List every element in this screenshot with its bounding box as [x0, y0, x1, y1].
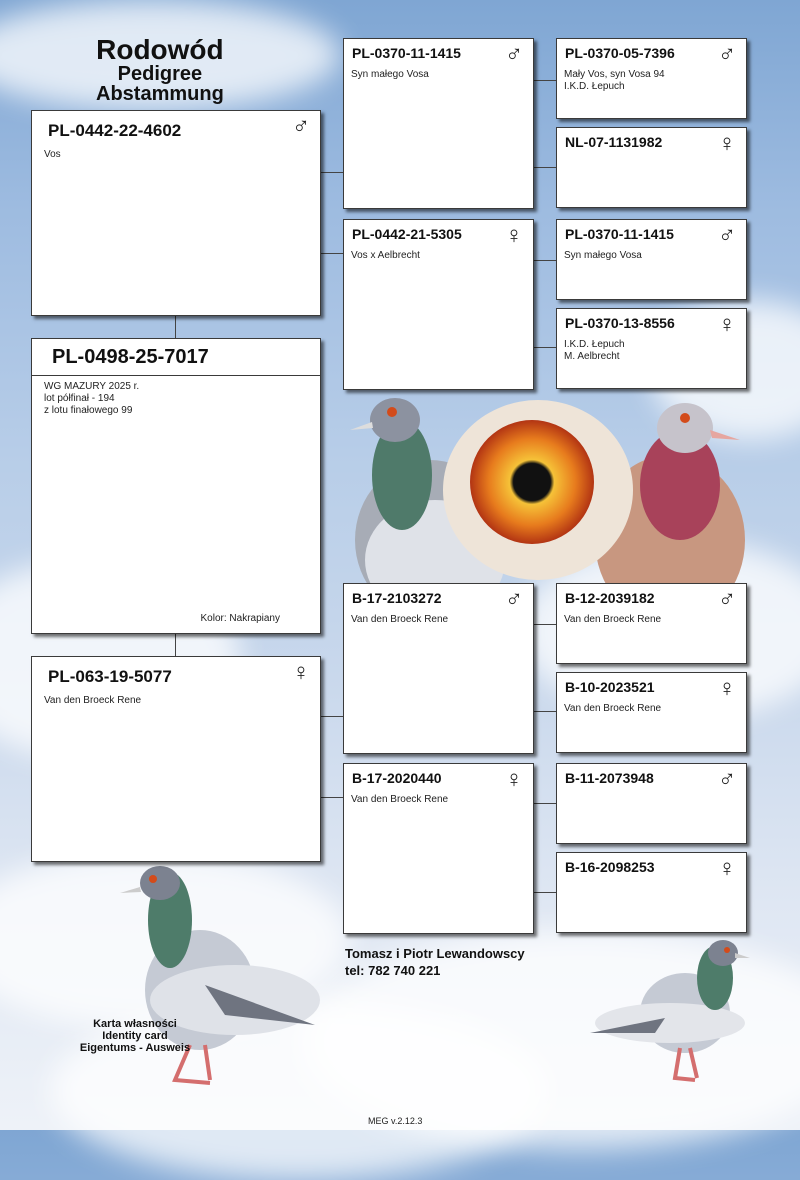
main-bird-info-line: WG MAZURY 2025 r. [44, 381, 140, 392]
sds-card[interactable] [556, 219, 747, 300]
connector-line [534, 892, 556, 893]
main-bird-ring-number: PL-0498-25-7017 [52, 346, 209, 368]
sire-note: Vos [44, 149, 61, 160]
title-line-2: Pedigree [117, 63, 203, 85]
dsd-info-line: Van den Broeck Rene [564, 703, 662, 714]
connector-line [534, 260, 556, 261]
sss-info [564, 69, 665, 93]
dam-sire-note: Van den Broeck Rene [351, 614, 449, 625]
pedigree-title [96, 36, 224, 104]
dds-card[interactable] [556, 763, 747, 844]
sss-ring-number: PL-0370-05-7396 [565, 45, 675, 61]
sire-sire-note: Syn małego Vosa [351, 69, 429, 80]
dam-ring-number: PL-063-19-5077 [48, 667, 172, 686]
card-line-1: Karta własności [93, 1018, 177, 1030]
connector-line [534, 80, 556, 81]
female-icon: ♀ [292, 659, 310, 686]
pigeon-illustration-right [585, 938, 755, 1088]
main-bird-color: Kolor: Nakrapiany [200, 613, 280, 624]
male-icon: ♂ [718, 41, 736, 68]
dam-dam-card[interactable] [343, 763, 534, 934]
card-line-2: Identity card [102, 1030, 168, 1042]
dsd-ring-number: B-10-2023521 [565, 679, 655, 695]
ssd-ring-number: NL-07-1131982 [565, 134, 663, 150]
male-icon: ♂ [718, 766, 736, 793]
connector-line [321, 716, 343, 717]
sire-dam-note: Vos x Aelbrecht [351, 250, 420, 261]
female-icon: ♀ [505, 766, 523, 793]
sdd-ring-number: PL-0370-13-8556 [565, 315, 675, 331]
main-bird-info [44, 381, 139, 417]
sire-dam-card[interactable] [343, 219, 534, 390]
identity-card-label [60, 1018, 210, 1054]
owner-info [345, 945, 525, 979]
sdd-info [564, 339, 625, 363]
male-icon: ♂ [505, 586, 523, 613]
ssd-card[interactable] [556, 127, 747, 208]
female-icon: ♀ [718, 855, 736, 882]
owner-phone: tel: 782 740 221 [345, 963, 441, 978]
sss-info-line: I.K.D. Łepuch [564, 81, 625, 92]
sire-ring-number: PL-0442-22-4602 [48, 121, 182, 140]
dss-info-line: Van den Broeck Rene [564, 614, 662, 625]
female-icon: ♀ [505, 222, 523, 249]
connector-line [175, 634, 176, 656]
sire-card[interactable] [31, 110, 321, 316]
dam-dam-ring-number: B-17-2020440 [352, 770, 442, 786]
male-icon: ♂ [292, 113, 310, 140]
connector-line [321, 172, 343, 173]
male-icon: ♂ [718, 222, 736, 249]
male-icon: ♂ [505, 41, 523, 68]
card-line-3: Eigentums - Ausweis [79, 1042, 191, 1054]
sdd-info-line: I.K.D. Łepuch [564, 339, 625, 350]
dam-sire-card[interactable] [343, 583, 534, 754]
title-line-1: Rodowód [96, 34, 224, 65]
female-icon: ♀ [718, 675, 736, 702]
female-icon: ♀ [718, 130, 736, 157]
title-line-3: Abstammung [96, 83, 224, 105]
sire-sire-card[interactable] [343, 38, 534, 209]
sss-info-line: Mały Vos, syn Vosa 94 [564, 69, 665, 80]
ddd-ring-number: B-16-2098253 [565, 859, 655, 875]
male-icon: ♂ [718, 586, 736, 613]
sds-ring-number: PL-0370-11-1415 [565, 226, 674, 242]
connector-line [321, 253, 343, 254]
sire-sire-ring-number: PL-0370-11-1415 [352, 45, 461, 61]
dss-info [564, 614, 661, 626]
sdd-card[interactable] [556, 308, 747, 389]
pigeon-illustration-left [115, 865, 325, 1095]
connector-line [534, 803, 556, 804]
dam-note: Van den Broeck Rene [44, 695, 142, 706]
dss-ring-number: B-12-2039182 [565, 590, 655, 606]
dds-ring-number: B-11-2073948 [565, 770, 654, 786]
main-bird-info-line: z lotu finałowego 99 [44, 405, 133, 416]
connector-line [175, 316, 176, 338]
main-bird-info-line: lot półfinał - 194 [44, 393, 115, 404]
version-label: MEG v.2.12.3 [368, 1116, 423, 1126]
owner-name: Tomasz i Piotr Lewandowscy [345, 946, 525, 961]
dsd-info [564, 703, 661, 715]
dss-card[interactable] [556, 583, 747, 664]
dsd-card[interactable] [556, 672, 747, 753]
dam-card[interactable] [31, 656, 321, 862]
connector-line [534, 167, 556, 168]
sss-card[interactable] [556, 38, 747, 119]
dam-sire-ring-number: B-17-2103272 [352, 590, 442, 606]
female-icon: ♀ [718, 311, 736, 338]
dam-dam-note: Van den Broeck Rene [351, 794, 449, 805]
sds-info [564, 250, 642, 262]
main-bird-card[interactable] [31, 338, 321, 634]
sdd-info-line: M. Aelbrecht [564, 351, 620, 362]
main-bird-header [32, 339, 320, 376]
connector-line [321, 797, 343, 798]
connector-line [534, 347, 556, 348]
connector-line [534, 711, 556, 712]
sds-info-line: Syn małego Vosa [564, 250, 642, 261]
ddd-card[interactable] [556, 852, 747, 933]
sire-dam-ring-number: PL-0442-21-5305 [352, 226, 462, 242]
